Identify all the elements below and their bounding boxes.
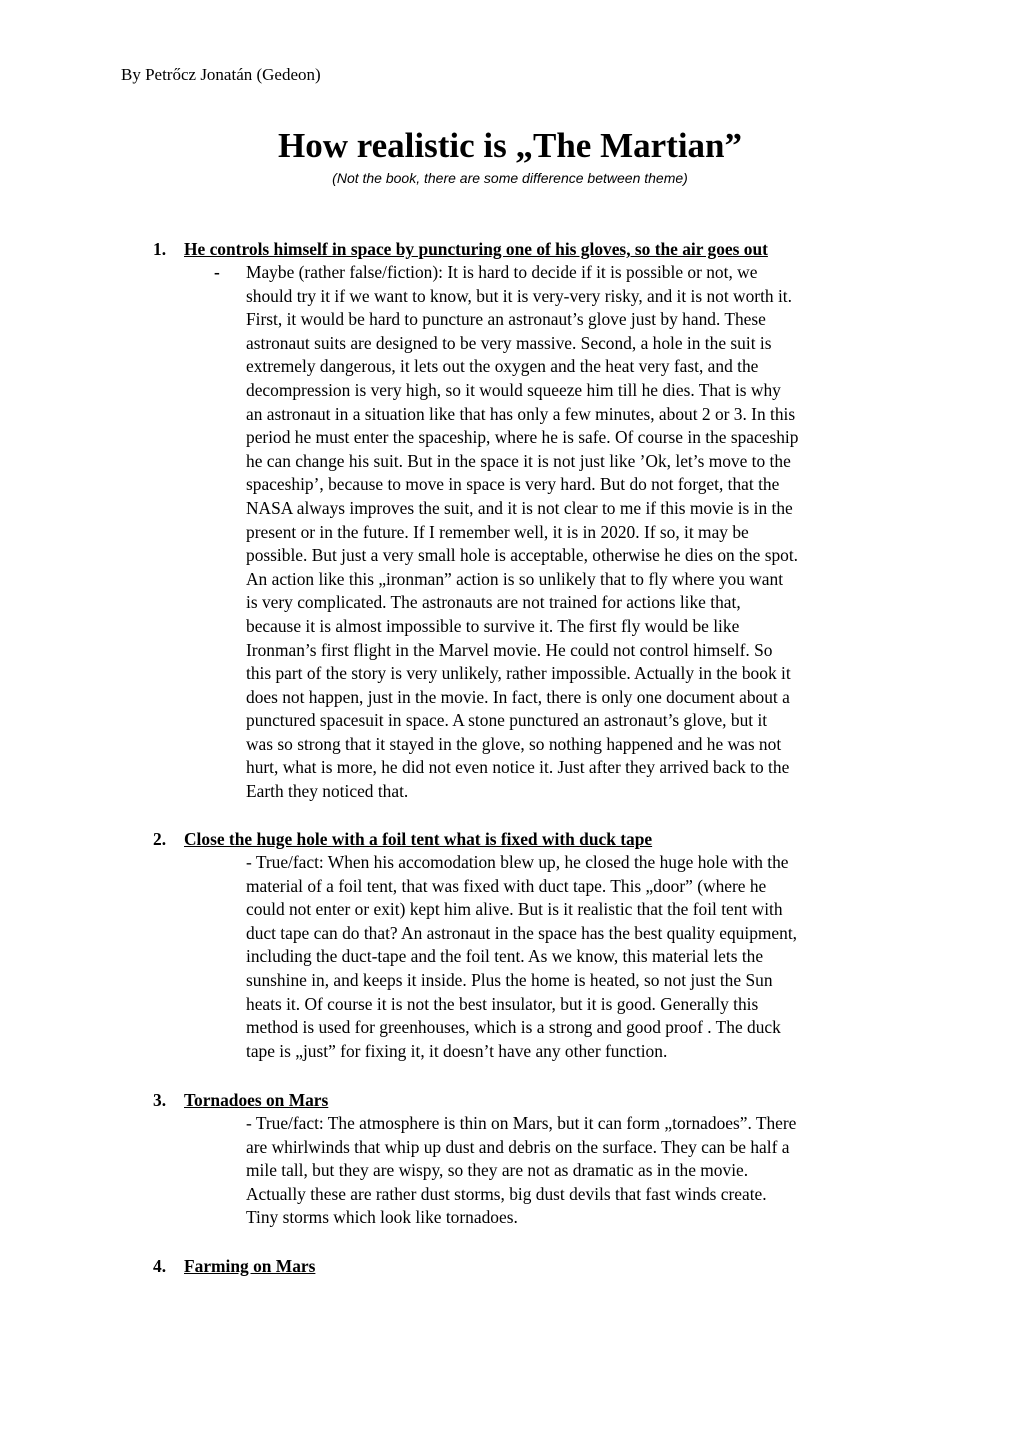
section-body: [246, 261, 906, 804]
section-heading: [153, 828, 652, 850]
body-line: Actually these are rather dust storms, big dust devils that fast winds create.: [246, 1183, 767, 1204]
section-title: Farming on Mars: [184, 1256, 316, 1276]
section-number: 1.: [153, 239, 167, 259]
body-line: tape is „just” for fixing it, it doesn’t have any other function.: [246, 1040, 668, 1061]
body-line: possible. But just a very small hole is acceptable, otherwise he dies on the spot.: [246, 545, 799, 566]
section-title: Close the huge hole with a foil tent what is fixed with duck tape: [184, 829, 653, 849]
body-line: astronaut suits are designed to be very massive. Second, a hole in the suit is: [246, 332, 772, 353]
section-number: 2.: [153, 829, 167, 849]
body-line: hurt, what is more, he did not even notice it. Just after they arrived back to the: [246, 757, 790, 778]
body-line: he can change his suit. But in the space it is not just like ’Ok, let’s move to the: [246, 450, 791, 471]
body-line: including the duct-tape and the foil tent. As we know, this material lets the: [246, 946, 764, 967]
section-title: Tornadoes on Mars: [184, 1090, 329, 1110]
body-line: spaceship’, because to move in space is very hard. But do not forget, that the: [246, 474, 780, 495]
body-line: An action like this „ironman” action is so unlikely that to fly where you want: [246, 568, 784, 589]
body-line: extremely dangerous, it lets out the oxygen and the heat very fast, and the: [246, 356, 759, 377]
body-line: punctured spacesuit in space. A stone punctured an astronaut’s glove, but it: [246, 710, 768, 731]
page-subtitle: (Not the book, there are some difference between theme): [332, 170, 688, 186]
section-body: [246, 1112, 906, 1230]
body-line: - True/fact: When his accomodation blew up, he closed the huge hole with the: [246, 852, 789, 872]
section-heading: [153, 238, 768, 260]
body-line: an astronaut in a situation like that has only a few minutes, about 2 or 3. In this: [246, 403, 796, 424]
body-line: sunshine in, and keeps it inside. Plus the home is heated, so not just the Sun: [246, 969, 773, 990]
body-line: Maybe (rather false/fiction): It is hard to decide if it is possible or not, we: [246, 262, 758, 282]
body-line: - True/fact: The atmosphere is thin on Mars, but it can form „tornadoes”. There: [246, 1113, 797, 1133]
body-line: First, it would be hard to puncture an astronaut’s glove just by hand. These: [246, 309, 766, 330]
body-line: this part of the story is very unlikely, rather impossible. Actually in the book it: [246, 663, 791, 684]
page-title: How realistic is „The Martian”: [277, 126, 743, 165]
bullet-dash: -: [214, 262, 220, 282]
body-line: present or in the future. If I remember well, it is in 2020. If so, it may be: [246, 521, 749, 542]
body-line: method is used for greenhouses, which is a strong and good proof . The duck: [246, 1017, 781, 1038]
author-line: By Petrőcz Jonatán (Gedeon): [121, 65, 321, 84]
body-line: Tiny storms which look like tornadoes.: [246, 1207, 518, 1228]
body-line: material of a foil tent, that was fixed with duct tape. This „door” (where he: [246, 875, 767, 896]
body-line: could not enter or exit) kept him alive. But is it realistic that the foil tent with: [246, 899, 783, 920]
body-line: Ironman’s first flight in the Marvel movie. He could not control himself. So: [246, 639, 773, 660]
section-body: [246, 851, 906, 1063]
body-line: NASA always improves the suit, and it is not clear to me if this movie is in the: [246, 497, 793, 518]
body-line: duct tape can do that? An astronaut in the space has the best quality equipment,: [246, 922, 798, 943]
body-line: Earth they noticed that.: [246, 781, 409, 802]
section-heading: [153, 1089, 328, 1111]
body-line: heats it. Of course it is not the best insulator, but it is good. Generally this: [246, 993, 759, 1014]
body-line: was so strong that it stayed in the glove, so nothing happened and he was not: [246, 733, 782, 754]
body-line: is very complicated. The astronauts are not trained for actions like that,: [246, 592, 741, 613]
body-line: mile tall, but they are wispy, so they are not as dramatic as in the movie.: [246, 1160, 749, 1181]
body-line: are whirlwinds that whip up dust and debris on the surface. They can be half a: [246, 1136, 790, 1157]
body-line: period he must enter the spaceship, where he is safe. Of course in the spaceship: [246, 427, 799, 448]
body-line: should try it if we want to know, but it is very-very risky, and it is not worth it.: [246, 285, 792, 306]
section-heading: [153, 1255, 315, 1277]
body-line: decompression is very high, so it would squeeze him till he dies. That is why: [246, 379, 781, 400]
body-line: because it is almost impossible to survive it. The first fly would be like: [246, 615, 740, 636]
section-number: 3.: [153, 1090, 167, 1110]
section-number: 4.: [153, 1256, 167, 1276]
section-title: He controls himself in space by puncturing one of his gloves, so the air goes out: [184, 239, 768, 259]
body-line: does not happen, just in the movie. In fact, there is only one document about a: [246, 686, 790, 707]
